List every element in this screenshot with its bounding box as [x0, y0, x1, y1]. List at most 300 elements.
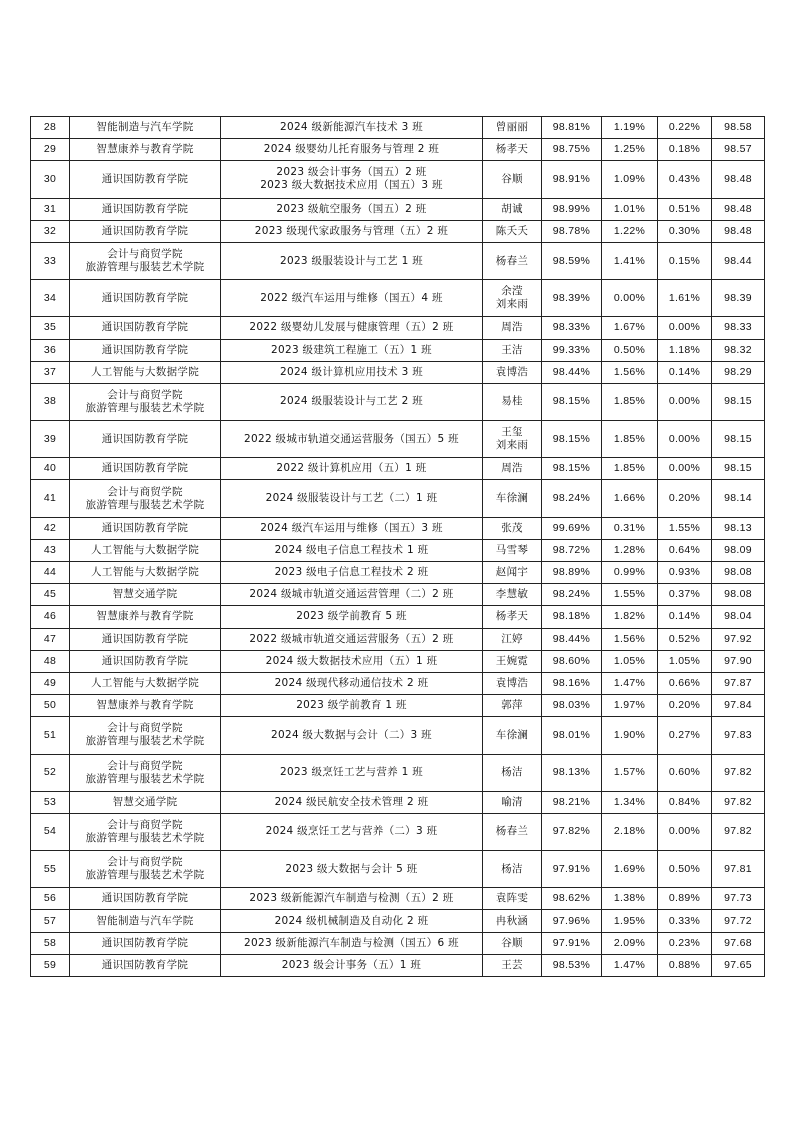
rank-number: 58 — [31, 932, 70, 954]
college-name-line: 会计与商贸学院 — [107, 388, 183, 401]
college-name — [70, 851, 221, 888]
class-name — [221, 954, 483, 976]
class-name-line: 2024 级汽车运用与维修（国五）3 班 — [260, 521, 443, 534]
college-name-line: 智慧康养与教育学院 — [96, 610, 194, 623]
final-score: 98.14 — [712, 480, 765, 517]
rate-1: 98.53% — [542, 954, 602, 976]
final-score: 98.33 — [712, 317, 765, 339]
teacher-name-line: 喻清 — [501, 795, 523, 808]
table-row — [31, 421, 765, 458]
teacher-name-line: 刘来雨 — [495, 439, 529, 452]
rate-3: 0.33% — [658, 910, 712, 932]
table-row — [31, 954, 765, 976]
table-row — [31, 517, 765, 539]
rate-1: 98.78% — [542, 220, 602, 242]
teacher-name-line: 余滢 — [501, 285, 523, 298]
teacher-name-line: 袁博浩 — [495, 365, 529, 378]
teacher-name — [483, 361, 542, 383]
rate-1: 98.60% — [542, 650, 602, 672]
rank-number: 38 — [31, 383, 70, 420]
rank-number: 39 — [31, 421, 70, 458]
college-name — [70, 383, 221, 420]
rank-number: 43 — [31, 539, 70, 561]
class-name-line: 2024 级电子信息工程技术 1 班 — [274, 543, 429, 556]
teacher-name — [483, 280, 542, 317]
rank-number: 41 — [31, 480, 70, 517]
rate-2: 1.19% — [602, 117, 658, 139]
class-name-line: 2024 级婴幼儿托育服务与管理 2 班 — [263, 143, 440, 156]
rank-number: 32 — [31, 220, 70, 242]
class-name-line: 2022 级计算机应用（五）1 班 — [276, 462, 427, 475]
college-name-line: 通识国防教育学院 — [101, 462, 189, 475]
rank-number: 44 — [31, 562, 70, 584]
rate-2: 1.85% — [602, 458, 658, 480]
class-name — [221, 458, 483, 480]
class-name — [221, 813, 483, 850]
college-name-line: 通识国防教育学院 — [101, 958, 189, 971]
rate-1: 98.44% — [542, 361, 602, 383]
class-name — [221, 717, 483, 754]
college-name — [70, 317, 221, 339]
class-name-line: 2024 级计算机应用技术 3 班 — [279, 365, 423, 378]
rate-3: 0.00% — [658, 317, 712, 339]
rate-3: 0.66% — [658, 672, 712, 694]
teacher-name-line: 陈夭夭 — [495, 224, 529, 237]
class-name — [221, 888, 483, 910]
college-name-line: 通识国防教育学院 — [101, 632, 189, 645]
college-name — [70, 672, 221, 694]
class-name-line: 2024 级服装设计与工艺（二）1 班 — [265, 492, 438, 505]
rate-2: 1.22% — [602, 220, 658, 242]
table-row — [31, 198, 765, 220]
teacher-name-line: 车徐澜 — [495, 728, 529, 741]
rate-1: 97.91% — [542, 851, 602, 888]
college-name — [70, 628, 221, 650]
teacher-name-line: 王婉霓 — [495, 654, 529, 667]
rank-number: 49 — [31, 672, 70, 694]
teacher-name-line: 张茂 — [501, 521, 523, 534]
teacher-name-line: 杨洁 — [501, 766, 523, 779]
class-name-line: 2023 级大数据与会计 5 班 — [285, 862, 418, 875]
college-name-line: 人工智能与大数据学院 — [91, 677, 199, 690]
rate-1: 98.62% — [542, 888, 602, 910]
teacher-name — [483, 421, 542, 458]
college-name — [70, 650, 221, 672]
table-row — [31, 317, 765, 339]
rank-number: 34 — [31, 280, 70, 317]
rank-number: 56 — [31, 888, 70, 910]
college-name-line: 旅游管理与服装艺术学院 — [85, 831, 205, 844]
table-row — [31, 220, 765, 242]
rate-1: 98.15% — [542, 458, 602, 480]
teacher-name-line: 马雪琴 — [495, 543, 529, 556]
class-name-line: 2023 级烹饪工艺与营养 1 班 — [279, 766, 423, 779]
class-name-line: 2024 级大数据技术应用（五）1 班 — [265, 654, 438, 667]
table-row — [31, 932, 765, 954]
rate-1: 98.16% — [542, 672, 602, 694]
college-name-line: 通识国防教育学院 — [101, 202, 189, 215]
final-score: 98.58 — [712, 117, 765, 139]
teacher-name — [483, 695, 542, 717]
teacher-name — [483, 562, 542, 584]
final-score: 97.68 — [712, 932, 765, 954]
class-name-line: 2022 级城市轨道交通运营服务（五）2 班 — [249, 632, 454, 645]
rate-1: 99.69% — [542, 517, 602, 539]
class-name — [221, 562, 483, 584]
rate-3: 0.52% — [658, 628, 712, 650]
rank-number: 36 — [31, 339, 70, 361]
rate-2: 1.69% — [602, 851, 658, 888]
final-score: 98.48 — [712, 220, 765, 242]
final-score: 97.87 — [712, 672, 765, 694]
class-name-line: 2022 级婴幼儿发展与健康管理（五）2 班 — [249, 321, 454, 334]
college-name — [70, 932, 221, 954]
class-name — [221, 421, 483, 458]
teacher-name — [483, 791, 542, 813]
rank-number: 47 — [31, 628, 70, 650]
teacher-name — [483, 851, 542, 888]
class-name — [221, 117, 483, 139]
class-name-line: 2024 级机械制造及自动化 2 班 — [274, 914, 429, 927]
college-name-line: 智能制造与汽车学院 — [96, 914, 194, 927]
final-score: 97.65 — [712, 954, 765, 976]
rate-2: 1.47% — [602, 672, 658, 694]
college-name-line: 通识国防教育学院 — [101, 892, 189, 905]
rate-2: 1.41% — [602, 242, 658, 279]
teacher-name — [483, 672, 542, 694]
class-name — [221, 220, 483, 242]
table-row — [31, 161, 765, 198]
class-name-line: 2022 级汽车运用与维修（国五）4 班 — [260, 291, 443, 304]
class-name — [221, 480, 483, 517]
final-score: 98.09 — [712, 539, 765, 561]
table-row — [31, 339, 765, 361]
class-name-line: 2023 级电子信息工程技术 2 班 — [274, 566, 429, 579]
class-name-line: 2023 级大数据技术应用（国五）3 班 — [260, 179, 443, 192]
rate-3: 0.60% — [658, 754, 712, 791]
teacher-name-line: 王玺 — [501, 426, 523, 439]
final-score: 97.81 — [712, 851, 765, 888]
table-row — [31, 628, 765, 650]
college-name — [70, 198, 221, 220]
college-name — [70, 361, 221, 383]
rate-3: 0.64% — [658, 539, 712, 561]
rate-2: 1.82% — [602, 606, 658, 628]
college-name-line: 旅游管理与服装艺术学院 — [85, 772, 205, 785]
rate-1: 98.33% — [542, 317, 602, 339]
rate-3: 0.14% — [658, 361, 712, 383]
final-score: 98.08 — [712, 584, 765, 606]
rate-2: 1.56% — [602, 628, 658, 650]
college-name-line: 通识国防教育学院 — [101, 172, 189, 185]
table-row — [31, 280, 765, 317]
teacher-name — [483, 198, 542, 220]
class-name — [221, 280, 483, 317]
college-name — [70, 139, 221, 161]
rate-2: 1.09% — [602, 161, 658, 198]
teacher-name — [483, 606, 542, 628]
class-name — [221, 695, 483, 717]
rate-3: 0.22% — [658, 117, 712, 139]
rank-number: 33 — [31, 242, 70, 279]
rate-1: 98.75% — [542, 139, 602, 161]
rate-1: 98.89% — [542, 562, 602, 584]
rank-number: 29 — [31, 139, 70, 161]
class-name-line: 2023 级学前教育 5 班 — [296, 610, 407, 623]
rank-number: 46 — [31, 606, 70, 628]
college-name-line: 人工智能与大数据学院 — [91, 365, 199, 378]
table-row — [31, 813, 765, 850]
college-name — [70, 539, 221, 561]
teacher-name — [483, 458, 542, 480]
table-row — [31, 383, 765, 420]
final-score: 97.84 — [712, 695, 765, 717]
class-name-line: 2023 级航空服务（国五）2 班 — [276, 202, 427, 215]
rate-2: 1.57% — [602, 754, 658, 791]
teacher-name-line: 江婷 — [501, 632, 523, 645]
college-name-line: 通识国防教育学院 — [101, 343, 189, 356]
final-score: 98.39 — [712, 280, 765, 317]
rank-number: 37 — [31, 361, 70, 383]
college-name-line: 旅游管理与服装艺术学院 — [85, 261, 205, 274]
class-name — [221, 851, 483, 888]
table-row — [31, 584, 765, 606]
college-name-line: 通识国防教育学院 — [101, 224, 189, 237]
college-name — [70, 562, 221, 584]
college-name — [70, 242, 221, 279]
teacher-name — [483, 339, 542, 361]
rate-3: 0.37% — [658, 584, 712, 606]
college-name — [70, 888, 221, 910]
final-score: 97.92 — [712, 628, 765, 650]
college-name-line: 智慧康养与教育学院 — [96, 699, 194, 712]
college-name — [70, 813, 221, 850]
table-row — [31, 539, 765, 561]
rate-2: 2.09% — [602, 932, 658, 954]
rank-number: 52 — [31, 754, 70, 791]
rate-3: 0.84% — [658, 791, 712, 813]
teacher-name-line: 杨孝天 — [495, 610, 529, 623]
college-name-line: 通识国防教育学院 — [101, 521, 189, 534]
college-name-line: 旅游管理与服装艺术学院 — [85, 401, 205, 414]
college-name-line: 通识国防教育学院 — [101, 432, 189, 445]
teacher-name-line: 曾丽丽 — [495, 121, 529, 134]
final-score: 98.15 — [712, 421, 765, 458]
college-name-line: 会计与商贸学院 — [107, 722, 183, 735]
class-name — [221, 754, 483, 791]
teacher-name-line: 赵闻宇 — [495, 566, 529, 579]
rate-1: 98.01% — [542, 717, 602, 754]
rate-1: 98.99% — [542, 198, 602, 220]
rate-2: 0.50% — [602, 339, 658, 361]
rate-1: 97.82% — [542, 813, 602, 850]
college-name — [70, 791, 221, 813]
class-name-line: 2024 级新能源汽车技术 3 班 — [279, 121, 423, 134]
class-name-line: 2023 级新能源汽车制造与检测（国五）6 班 — [244, 936, 459, 949]
rate-1: 98.15% — [542, 383, 602, 420]
college-name-line: 智慧交通学院 — [112, 588, 178, 601]
rate-3: 0.20% — [658, 695, 712, 717]
final-score: 98.29 — [712, 361, 765, 383]
final-score: 97.72 — [712, 910, 765, 932]
final-score: 98.08 — [712, 562, 765, 584]
rate-3: 0.20% — [658, 480, 712, 517]
final-score: 98.48 — [712, 198, 765, 220]
college-name-line: 会计与商贸学院 — [107, 818, 183, 831]
rate-2: 1.38% — [602, 888, 658, 910]
class-name-line: 2024 级服装设计与工艺 2 班 — [279, 395, 423, 408]
teacher-name-line: 易桂 — [501, 395, 523, 408]
college-name — [70, 117, 221, 139]
rank-number: 59 — [31, 954, 70, 976]
rate-1: 98.24% — [542, 584, 602, 606]
teacher-name-line: 杨孝天 — [495, 143, 529, 156]
teacher-name — [483, 317, 542, 339]
class-name-line: 2023 级建筑工程施工（五）1 班 — [271, 343, 432, 356]
college-name-line: 通识国防教育学院 — [101, 654, 189, 667]
college-name-line: 旅游管理与服装艺术学院 — [85, 498, 205, 511]
teacher-name — [483, 220, 542, 242]
class-name — [221, 339, 483, 361]
teacher-name — [483, 480, 542, 517]
class-name-line: 2022 级城市轨道交通运营服务（国五）5 班 — [244, 432, 459, 445]
teacher-name — [483, 717, 542, 754]
table-row — [31, 117, 765, 139]
teacher-name-line: 袁博浩 — [495, 677, 529, 690]
final-score: 97.83 — [712, 717, 765, 754]
table-row — [31, 480, 765, 517]
rate-2: 1.95% — [602, 910, 658, 932]
rate-3: 0.30% — [658, 220, 712, 242]
table-row — [31, 242, 765, 279]
rate-1: 98.18% — [542, 606, 602, 628]
teacher-name-line: 车徐澜 — [495, 492, 529, 505]
rank-number: 42 — [31, 517, 70, 539]
teacher-name — [483, 932, 542, 954]
class-name-line: 2023 级学前教育 1 班 — [296, 699, 407, 712]
teacher-name-line: 周浩 — [501, 462, 523, 475]
rate-1: 98.13% — [542, 754, 602, 791]
rate-1: 98.39% — [542, 280, 602, 317]
class-name-line: 2024 级民航安全技术管理 2 班 — [274, 795, 429, 808]
rate-2: 1.66% — [602, 480, 658, 517]
teacher-name-line: 周浩 — [501, 321, 523, 334]
rate-3: 0.00% — [658, 458, 712, 480]
rate-1: 98.81% — [542, 117, 602, 139]
teacher-name — [483, 954, 542, 976]
table-row — [31, 361, 765, 383]
college-name-line: 通识国防教育学院 — [101, 936, 189, 949]
teacher-name-line: 刘来雨 — [495, 298, 529, 311]
rate-3: 0.23% — [658, 932, 712, 954]
teacher-name — [483, 517, 542, 539]
college-name — [70, 220, 221, 242]
class-name — [221, 517, 483, 539]
rank-number: 35 — [31, 317, 70, 339]
rate-2: 1.56% — [602, 361, 658, 383]
rate-3: 0.93% — [658, 562, 712, 584]
teacher-name — [483, 139, 542, 161]
class-name — [221, 672, 483, 694]
final-score: 98.15 — [712, 458, 765, 480]
class-name — [221, 383, 483, 420]
class-name-line: 2024 级城市轨道交通运营管理（二）2 班 — [249, 588, 454, 601]
college-name-line: 会计与商贸学院 — [107, 856, 183, 869]
rate-2: 1.55% — [602, 584, 658, 606]
final-score: 97.82 — [712, 813, 765, 850]
ranking-table-body — [31, 117, 765, 977]
table-row — [31, 888, 765, 910]
teacher-name — [483, 242, 542, 279]
rate-1: 98.15% — [542, 421, 602, 458]
teacher-name — [483, 813, 542, 850]
college-name — [70, 910, 221, 932]
rate-1: 97.91% — [542, 932, 602, 954]
table-row — [31, 139, 765, 161]
class-name — [221, 932, 483, 954]
rate-3: 0.00% — [658, 813, 712, 850]
class-name — [221, 584, 483, 606]
teacher-name — [483, 650, 542, 672]
teacher-name-line: 谷顺 — [501, 172, 523, 185]
teacher-name-line: 李慧敏 — [495, 588, 529, 601]
teacher-name — [483, 754, 542, 791]
class-name — [221, 361, 483, 383]
class-name — [221, 791, 483, 813]
rate-3: 0.00% — [658, 383, 712, 420]
college-name — [70, 517, 221, 539]
college-name-line: 人工智能与大数据学院 — [91, 543, 199, 556]
teacher-name-line: 杨春兰 — [495, 825, 529, 838]
class-name-line: 2023 级新能源汽车制造与检测（五）2 班 — [249, 892, 454, 905]
college-name-line: 会计与商贸学院 — [107, 248, 183, 261]
rate-1: 98.91% — [542, 161, 602, 198]
college-name — [70, 606, 221, 628]
rate-3: 0.43% — [658, 161, 712, 198]
rate-3: 0.15% — [658, 242, 712, 279]
college-name — [70, 754, 221, 791]
final-score: 98.32 — [712, 339, 765, 361]
rank-number: 30 — [31, 161, 70, 198]
college-name-line: 人工智能与大数据学院 — [91, 566, 199, 579]
college-name-line: 智慧康养与教育学院 — [96, 143, 194, 156]
rate-1: 98.03% — [542, 695, 602, 717]
teacher-name — [483, 910, 542, 932]
class-name — [221, 606, 483, 628]
college-name-line: 旅游管理与服装艺术学院 — [85, 735, 205, 748]
table-row — [31, 851, 765, 888]
rate-3: 0.27% — [658, 717, 712, 754]
college-name — [70, 458, 221, 480]
table-row — [31, 606, 765, 628]
rank-number: 51 — [31, 717, 70, 754]
rate-3: 0.89% — [658, 888, 712, 910]
table-row — [31, 791, 765, 813]
college-name — [70, 339, 221, 361]
rate-1: 97.96% — [542, 910, 602, 932]
college-name-line: 智能制造与汽车学院 — [96, 121, 194, 134]
college-name — [70, 161, 221, 198]
teacher-name — [483, 117, 542, 139]
rank-number: 45 — [31, 584, 70, 606]
teacher-name — [483, 628, 542, 650]
class-name-line: 2024 级现代移动通信技术 2 班 — [274, 677, 429, 690]
teacher-name-line: 杨洁 — [501, 862, 523, 875]
rate-2: 1.85% — [602, 383, 658, 420]
class-name — [221, 910, 483, 932]
rank-number: 28 — [31, 117, 70, 139]
rank-number: 48 — [31, 650, 70, 672]
